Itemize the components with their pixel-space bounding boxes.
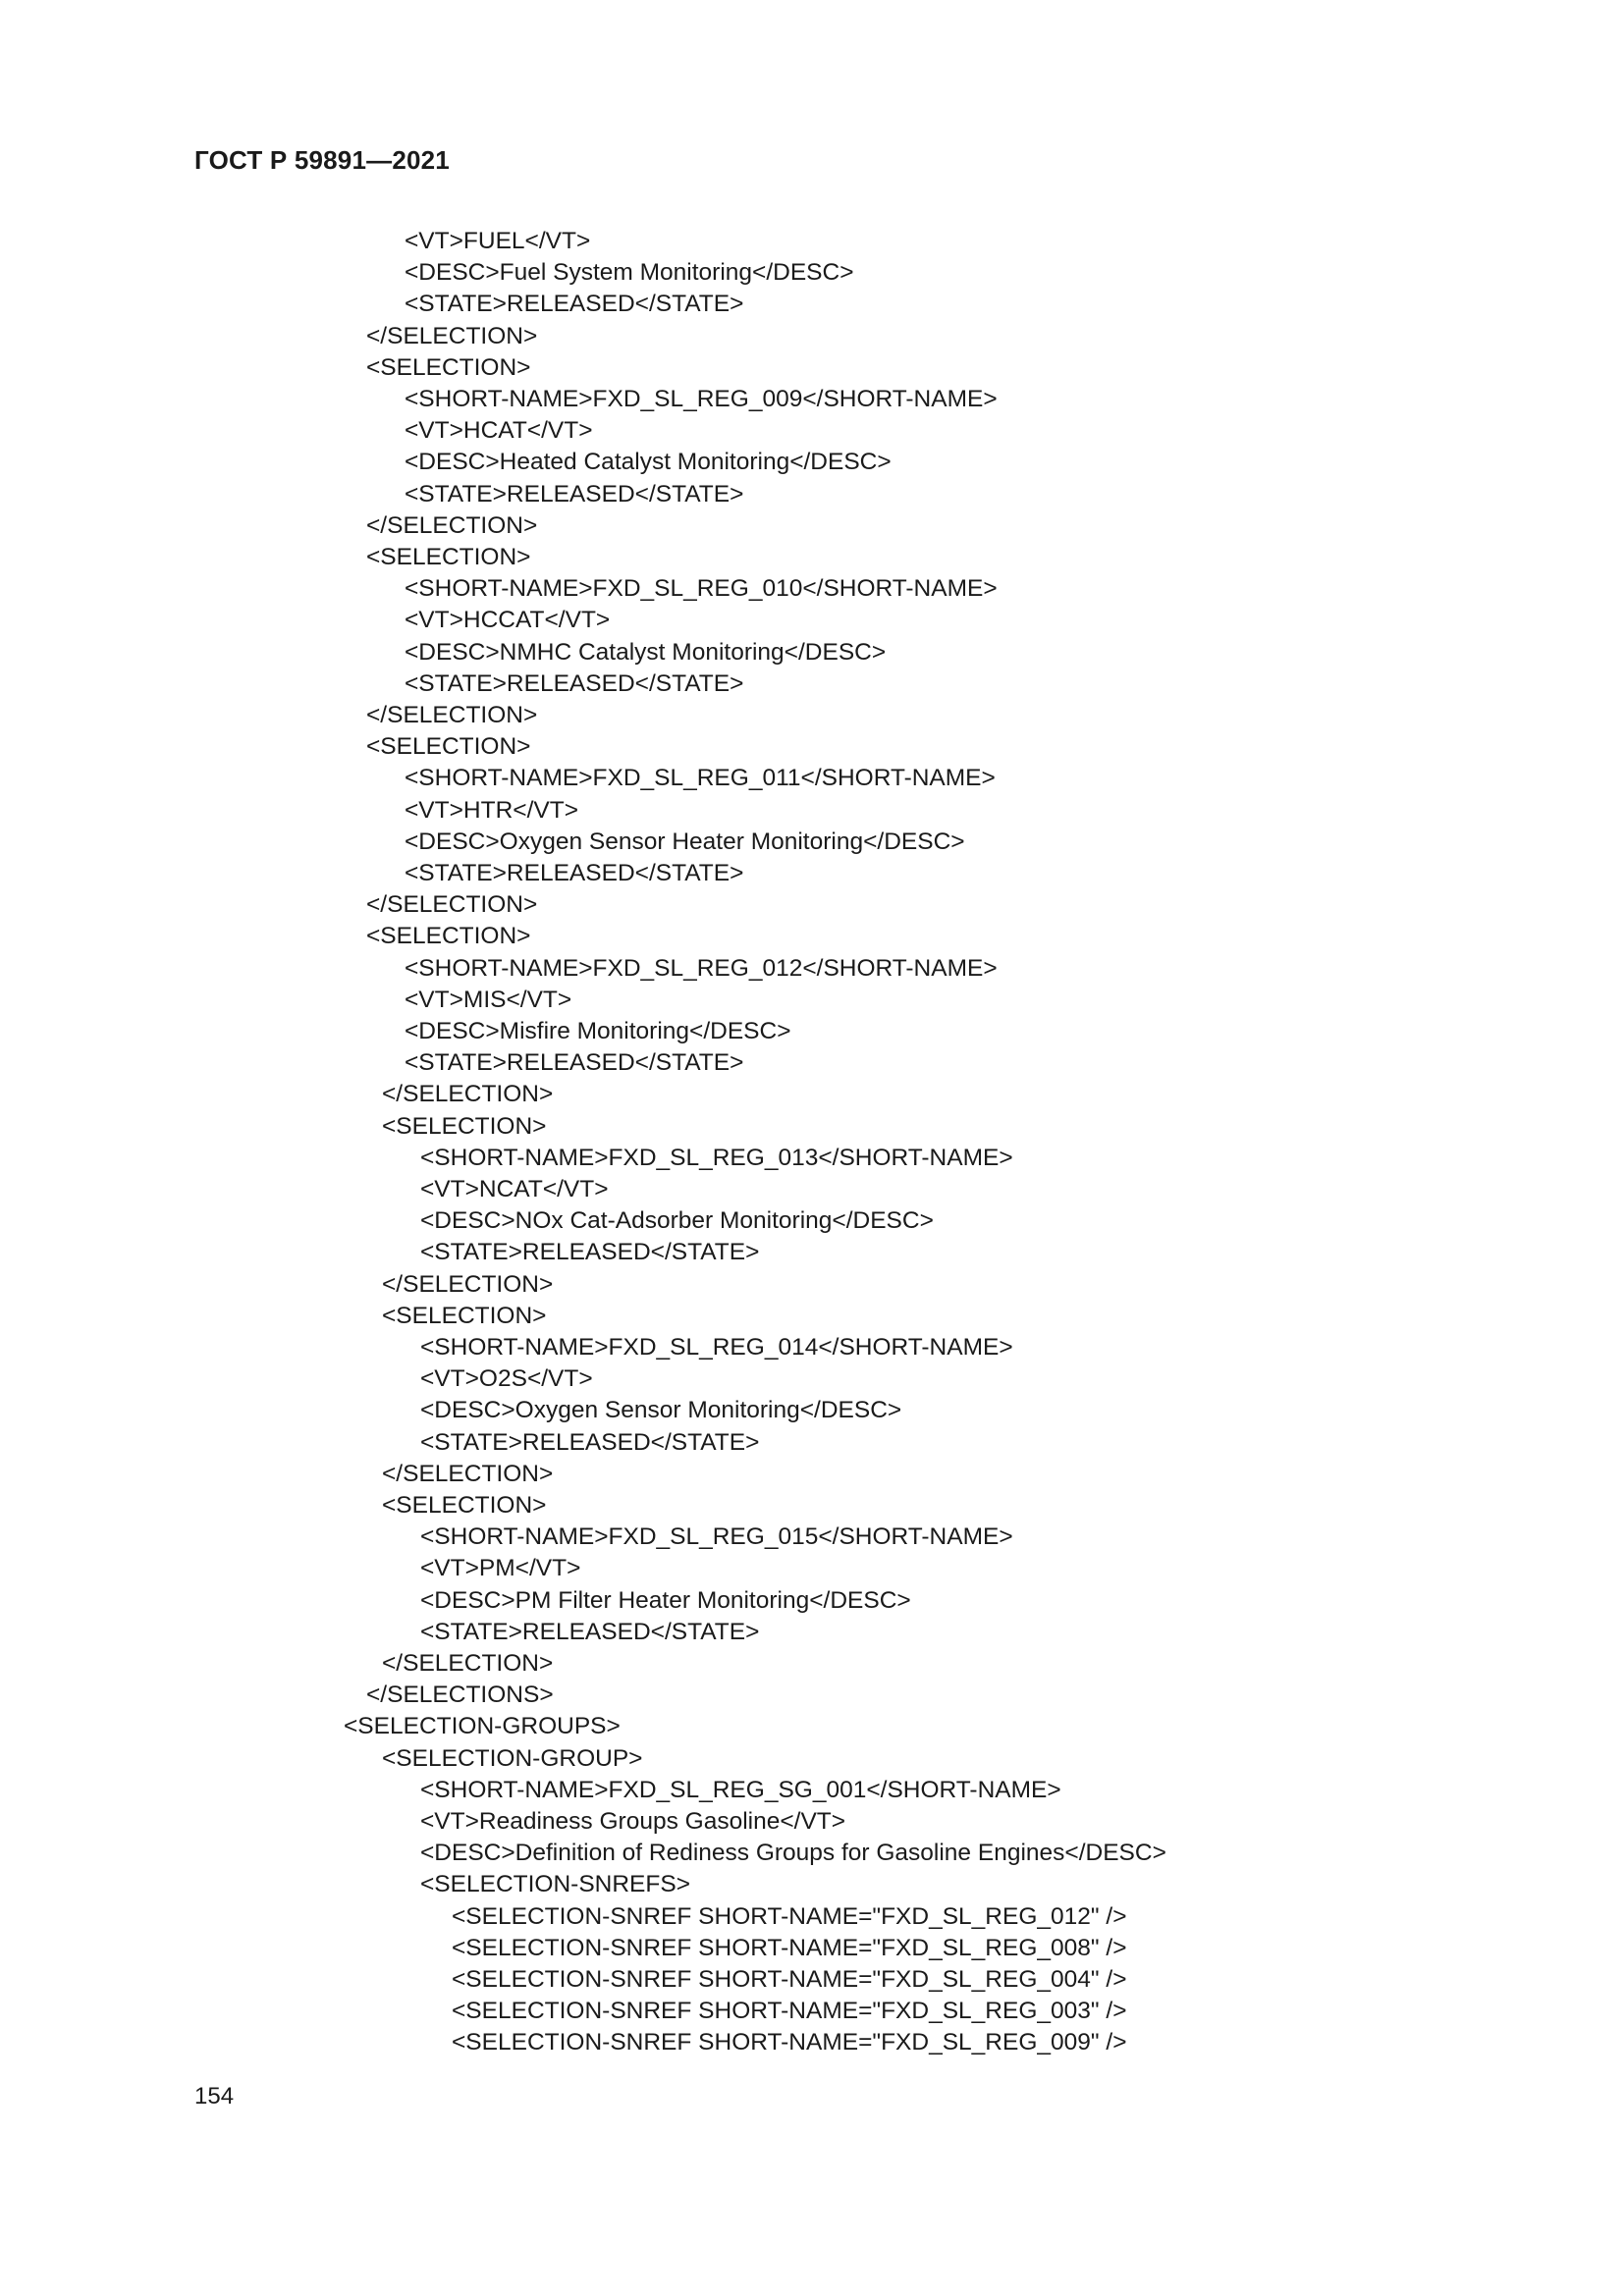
code-line: <SELECTION-SNREF SHORT-NAME="FXD_SL_REG_003" />	[452, 1998, 1127, 2024]
code-line: <STATE>RELEASED</STATE>	[405, 481, 744, 507]
code-line: <VT>FUEL</VT>	[405, 228, 591, 254]
code-line: <SHORT-NAME>FXD_SL_REG_SG_001</SHORT-NAME>	[420, 1777, 1061, 1803]
code-line: </SELECTION>	[382, 1271, 554, 1298]
code-line: <SHORT-NAME>FXD_SL_REG_015</SHORT-NAME>	[420, 1523, 1013, 1550]
code-line: <SHORT-NAME>FXD_SL_REG_012</SHORT-NAME>	[405, 955, 998, 982]
code-line: <SHORT-NAME>FXD_SL_REG_011</SHORT-NAME>	[405, 765, 996, 791]
code-line: </SELECTION>	[366, 702, 538, 728]
page-number: 154	[194, 2083, 235, 2109]
code-line: <SHORT-NAME>FXD_SL_REG_009</SHORT-NAME>	[405, 386, 998, 412]
code-line: <SELECTION>	[366, 544, 531, 570]
code-line: <SHORT-NAME>FXD_SL_REG_013</SHORT-NAME>	[420, 1145, 1013, 1171]
code-line: <STATE>RELEASED</STATE>	[420, 1429, 760, 1456]
code-line: <VT>Readiness Groups Gasoline</VT>	[420, 1808, 846, 1835]
code-line: </SELECTION>	[382, 1081, 554, 1107]
code-line: </SELECTION>	[382, 1650, 554, 1677]
code-line: <SHORT-NAME>FXD_SL_REG_014</SHORT-NAME>	[420, 1334, 1013, 1361]
code-line: <VT>NCAT</VT>	[420, 1176, 609, 1202]
code-line: <STATE>RELEASED</STATE>	[405, 860, 744, 886]
code-line: <SELECTION>	[366, 733, 531, 760]
code-line: <VT>HTR</VT>	[405, 797, 579, 824]
page-header: ГОСТ Р 59891—2021	[194, 145, 450, 175]
code-line: <SELECTION>	[366, 354, 531, 381]
code-line: <SELECTION>	[382, 1492, 547, 1519]
code-line: <DESC>NMHC Catalyst Monitoring</DESC>	[405, 639, 887, 666]
code-line: <DESC>Definition of Rediness Groups for Gasoline Engines</DESC>	[420, 1840, 1166, 1866]
code-line: <SELECTION-SNREF SHORT-NAME="FXD_SL_REG_008" />	[452, 1935, 1127, 1961]
code-line: <VT>HCCAT</VT>	[405, 607, 611, 633]
code-line: <SELECTION>	[382, 1113, 547, 1140]
code-line: <DESC>PM Filter Heater Monitoring</DESC>	[420, 1587, 911, 1614]
code-line: <DESC>Misfire Monitoring</DESC>	[405, 1018, 791, 1044]
code-line: <SELECTION-SNREFS>	[420, 1871, 691, 1897]
code-line: <STATE>RELEASED</STATE>	[405, 1049, 744, 1076]
code-line: </SELECTION>	[366, 891, 538, 918]
code-line: <STATE>RELEASED</STATE>	[420, 1619, 760, 1645]
code-line: <SELECTION>	[366, 923, 531, 949]
code-line: <SELECTION-GROUPS>	[344, 1713, 621, 1739]
code-line: <DESC>Oxygen Sensor Monitoring</DESC>	[420, 1397, 902, 1423]
code-line: <DESC>NOx Cat-Adsorber Monitoring</DESC>	[420, 1207, 934, 1234]
code-line: <VT>PM</VT>	[420, 1555, 581, 1581]
code-line: </SELECTION>	[366, 512, 538, 539]
code-line: <SHORT-NAME>FXD_SL_REG_010</SHORT-NAME>	[405, 575, 998, 602]
code-line: <DESC>Oxygen Sensor Heater Monitoring</DESC>	[405, 828, 965, 855]
code-line: <VT>O2S</VT>	[420, 1365, 593, 1392]
code-line: <DESC>Heated Catalyst Monitoring</DESC>	[405, 449, 892, 475]
code-line: </SELECTIONS>	[366, 1682, 554, 1708]
code-line: <DESC>Fuel System Monitoring</DESC>	[405, 259, 854, 286]
code-line: <SELECTION-SNREF SHORT-NAME="FXD_SL_REG_004" />	[452, 1966, 1127, 1993]
code-line: <VT>HCAT</VT>	[405, 417, 593, 444]
code-line: </SELECTION>	[382, 1461, 554, 1487]
code-line: <VT>MIS</VT>	[405, 987, 572, 1013]
code-line: <SELECTION>	[382, 1303, 547, 1329]
code-line: <STATE>RELEASED</STATE>	[405, 291, 744, 317]
code-line: <STATE>RELEASED</STATE>	[420, 1239, 760, 1265]
code-line: <SELECTION-SNREF SHORT-NAME="FXD_SL_REG_009" />	[452, 2029, 1127, 2056]
code-line: <SELECTION-GROUP>	[382, 1745, 643, 1772]
code-line: </SELECTION>	[366, 323, 538, 349]
code-line: <STATE>RELEASED</STATE>	[405, 670, 744, 697]
code-line: <SELECTION-SNREF SHORT-NAME="FXD_SL_REG_012" />	[452, 1903, 1127, 1930]
